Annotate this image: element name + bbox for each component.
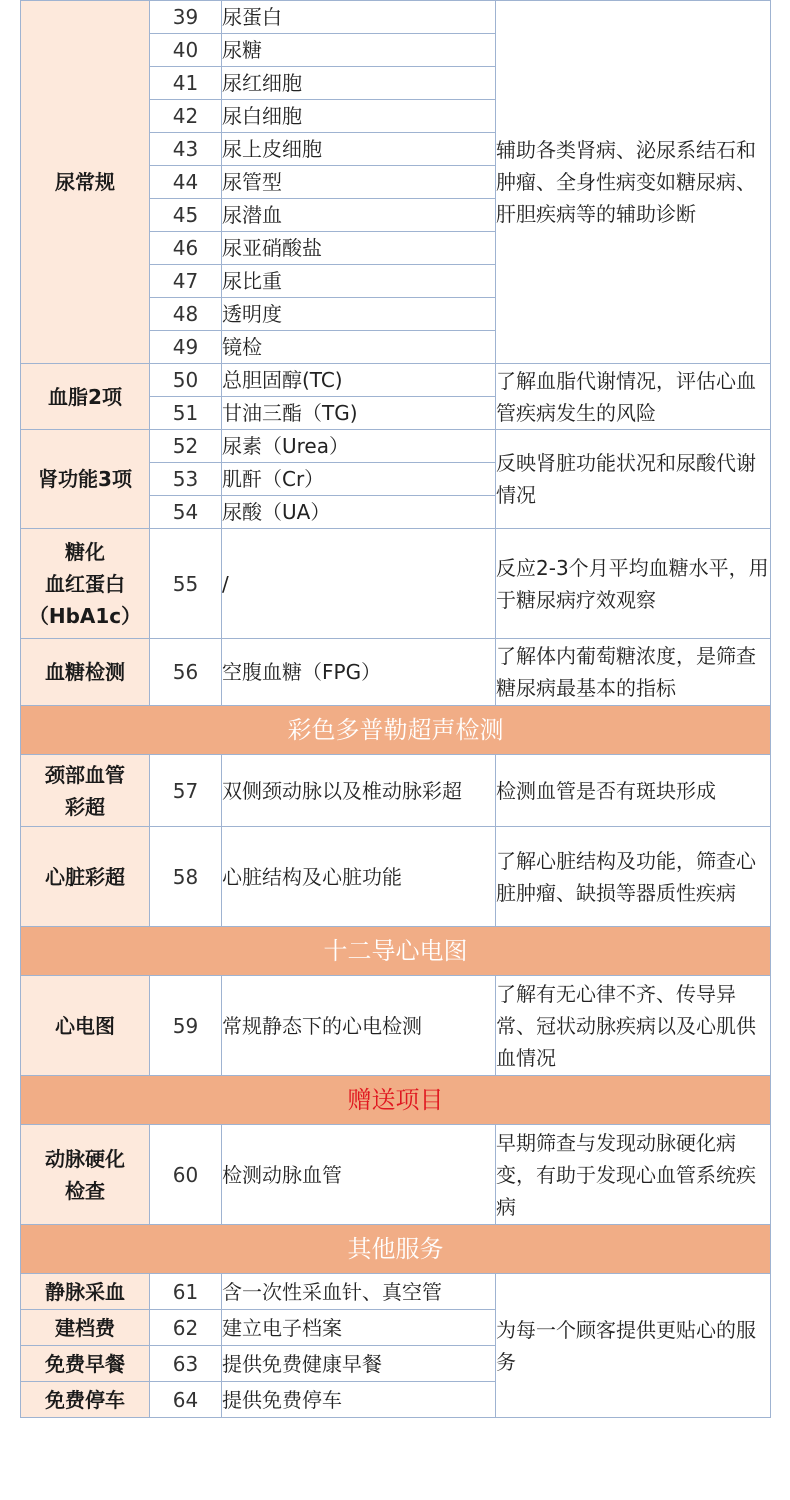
item-number: 55: [150, 529, 222, 639]
item-number: 49: [150, 331, 222, 364]
item-number: 59: [150, 976, 222, 1076]
category-cell: 心脏彩超: [21, 827, 150, 927]
item-name: 尿潜血: [222, 199, 496, 232]
checkup-items-table: [20, 0, 771, 1418]
description-cell: 反应2-3个月平均血糖水平，用于糖尿病疗效观察: [496, 529, 771, 639]
item-name: 尿红细胞: [222, 67, 496, 100]
table-row: [21, 364, 771, 397]
description-cell: 了解心脏结构及功能，筛查心脏肿瘤、缺损等器质性疾病: [496, 827, 771, 927]
item-number: 52: [150, 430, 222, 463]
table-row: [21, 976, 771, 1076]
item-number: 61: [150, 1274, 222, 1310]
item-name: 肌酐（Cr）: [222, 463, 496, 496]
table-row: [21, 827, 771, 927]
item-number: 41: [150, 67, 222, 100]
category-cell: [21, 755, 150, 827]
item-name: 双侧颈动脉以及椎动脉彩超: [222, 755, 496, 827]
item-name: 尿白细胞: [222, 100, 496, 133]
category-cell: 尿常规: [21, 1, 150, 364]
item-number: 48: [150, 298, 222, 331]
item-name: 心脏结构及心脏功能: [222, 827, 496, 927]
description-cell: 反映肾脏功能状况和尿酸代谢情况: [496, 430, 771, 529]
section-title: 其他服务: [21, 1225, 771, 1274]
item-number: 54: [150, 496, 222, 529]
table-row: [21, 1, 771, 34]
item-number: 63: [150, 1346, 222, 1382]
section-title: 十二导心电图: [21, 927, 771, 976]
item-number: 42: [150, 100, 222, 133]
item-name: 尿糖: [222, 34, 496, 67]
item-number: 40: [150, 34, 222, 67]
category-line: 检查: [65, 1178, 105, 1203]
table-row: [21, 1274, 771, 1310]
item-number: 46: [150, 232, 222, 265]
category-line: 动脉硬化: [45, 1146, 125, 1171]
item-number: 45: [150, 199, 222, 232]
item-number: 64: [150, 1382, 222, 1418]
section-header-row: [21, 927, 771, 976]
category-cell: 心电图: [21, 976, 150, 1076]
item-name: 检测动脉血管: [222, 1125, 496, 1225]
item-number: 39: [150, 1, 222, 34]
section-header-row: [21, 1076, 771, 1125]
category-cell: 血糖检测: [21, 639, 150, 706]
description-cell: 辅助各类肾病、泌尿系结石和肿瘤、全身性病变如糖尿病、肝胆疾病等的辅助诊断: [496, 1, 771, 364]
item-number: 58: [150, 827, 222, 927]
item-name: 建立电子档案: [222, 1310, 496, 1346]
category-cell: [21, 529, 150, 639]
item-name: 尿亚硝酸盐: [222, 232, 496, 265]
item-number: 51: [150, 397, 222, 430]
category-line: 彩超: [65, 794, 105, 819]
item-number: 44: [150, 166, 222, 199]
item-number: 56: [150, 639, 222, 706]
item-name: 尿酸（UA）: [222, 496, 496, 529]
section-header-row: [21, 1225, 771, 1274]
category-cell: 免费停车: [21, 1382, 150, 1418]
category-cell: 建档费: [21, 1310, 150, 1346]
item-number: 47: [150, 265, 222, 298]
item-name: 常规静态下的心电检测: [222, 976, 496, 1076]
category-cell: 静脉采血: [21, 1274, 150, 1310]
category-line: 糖化: [65, 539, 105, 564]
description-cell: 了解体内葡萄糖浓度，是筛查糖尿病最基本的指标: [496, 639, 771, 706]
item-name: 甘油三酯（TG): [222, 397, 496, 430]
section-header-row: [21, 706, 771, 755]
item-name: /: [222, 529, 496, 639]
item-number: 60: [150, 1125, 222, 1225]
description-cell: 早期筛查与发现动脉硬化病变，有助于发现心血管系统疾病: [496, 1125, 771, 1225]
section-title: 赠送项目: [21, 1076, 771, 1125]
category-cell: 血脂2项: [21, 364, 150, 430]
category-cell: [21, 1125, 150, 1225]
description-cell: 了解有无心律不齐、传导异常、冠状动脉疾病以及心肌供血情况: [496, 976, 771, 1076]
item-name: 尿素（Urea）: [222, 430, 496, 463]
item-number: 43: [150, 133, 222, 166]
item-name: 含一次性采血针、真空管: [222, 1274, 496, 1310]
item-name: 尿比重: [222, 265, 496, 298]
item-number: 50: [150, 364, 222, 397]
item-number: 57: [150, 755, 222, 827]
item-name: 镜检: [222, 331, 496, 364]
table-row: [21, 529, 771, 639]
item-name: 提供免费健康早餐: [222, 1346, 496, 1382]
category-line: 血红蛋白: [45, 571, 125, 596]
description-cell: 检测血管是否有斑块形成: [496, 755, 771, 827]
item-name: 透明度: [222, 298, 496, 331]
category-line: （HbA1c）: [28, 603, 142, 628]
item-name: 尿管型: [222, 166, 496, 199]
category-cell: 免费早餐: [21, 1346, 150, 1382]
item-name: 提供免费停车: [222, 1382, 496, 1418]
table-row: [21, 430, 771, 463]
table-row: [21, 755, 771, 827]
description-cell: 了解血脂代谢情况，评估心血管疾病发生的风险: [496, 364, 771, 430]
item-number: 62: [150, 1310, 222, 1346]
item-name: 空腹血糖（FPG）: [222, 639, 496, 706]
item-name: 总胆固醇(TC): [222, 364, 496, 397]
table-row: [21, 639, 771, 706]
item-number: 53: [150, 463, 222, 496]
description-cell: 为每一个顾客提供更贴心的服务: [496, 1274, 771, 1418]
section-title: 彩色多普勒超声检测: [21, 706, 771, 755]
table-row: [21, 1125, 771, 1225]
item-name: 尿上皮细胞: [222, 133, 496, 166]
category-line: 颈部血管: [45, 762, 125, 787]
category-cell: 肾功能3项: [21, 430, 150, 529]
item-name: 尿蛋白: [222, 1, 496, 34]
